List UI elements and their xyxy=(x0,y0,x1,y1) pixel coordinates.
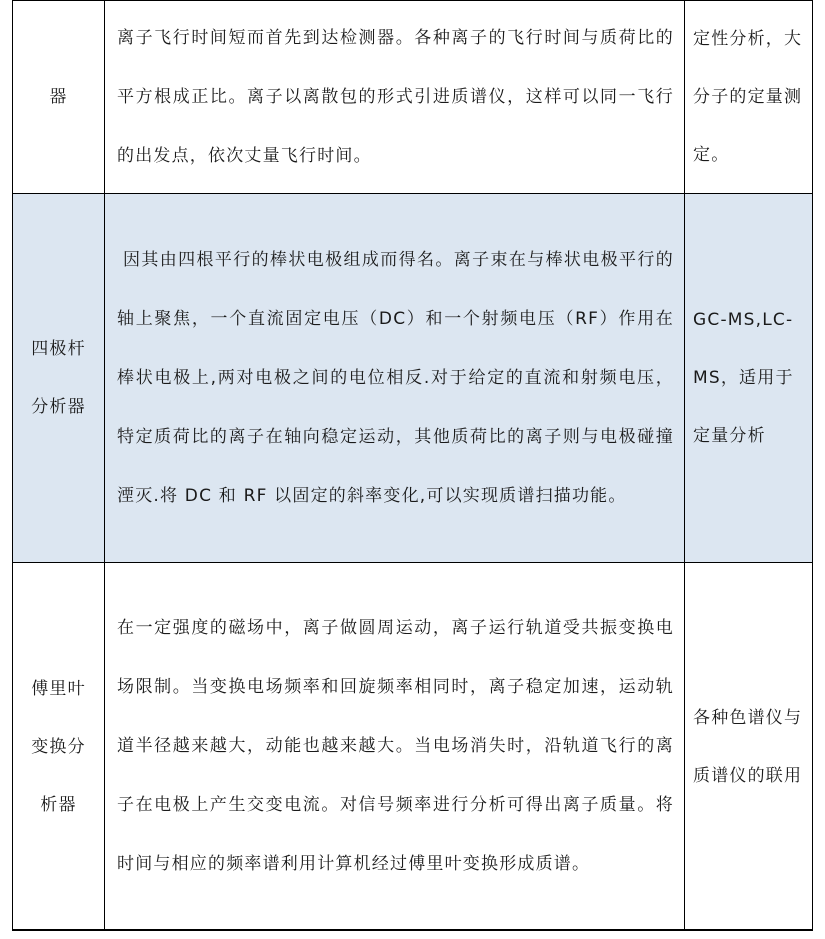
analyzer-name-cell xyxy=(13,1,105,194)
analyzer-name-line: 四极杆 xyxy=(31,339,86,359)
analyzer-description-cell: 离子飞行时间短而首先到达检测器。各种离子的飞行时间与质荷比的平方根成正比。离子以离散包的形式引进质谱仪，这样可以同一飞行的出发点，依次丈量飞行时间。 xyxy=(105,1,685,194)
analyzer-application-cell: 各种色谱仪与质谱仪的联用 xyxy=(685,563,813,931)
analyzer-application-cell: GC-MS,LC-MS，适用于定量分析 xyxy=(685,194,813,563)
analyzer-description-cell: 因其由四根平行的棒状电极组成而得名。离子束在与棒状电极平行的轴上聚焦，一个直流固定电压（DC）和一个射频电压（RF）作用在棒状电极上,两对电极之间的电位相反.对于给定的直流和射频电压，特定质荷比的离子在轴向稳定运动，其他质荷比的离子则与电极碰撞湮灭.将 DC 和 RF 以固定的斜率变化,可以实现质谱扫描功能。 xyxy=(105,194,685,563)
analyzer-description-cell: 在一定强度的磁场中，离子做圆周运动，离子运行轨道受共振变换电场限制。当变换电场频率和回旋频率相同时，离子稳定加速，运动轨道半径越来越大，动能也越来越大。当电场消失时，沿轨道飞行的离子在电极上产生交变电流。对信号频率进行分析可得出离子质量。将时间与相应的频率谱利用计算机经过傅里叶变换形成质谱。 xyxy=(105,563,685,931)
table-bottom-rule xyxy=(12,929,812,931)
analyzer-name-line: 器 xyxy=(49,87,68,107)
analyzer-application-cell: 定性分析，大分子的定量测定。 xyxy=(685,1,813,194)
analyzer-name-cell xyxy=(13,563,105,931)
analyzer-name-line: 变换分 xyxy=(31,736,86,757)
table-row xyxy=(13,563,813,931)
analyzer-name-line: 分析器 xyxy=(31,397,86,417)
analyzer-comparison-table xyxy=(12,0,813,931)
table-row xyxy=(13,1,813,194)
analyzer-name-line: 傅里叶 xyxy=(31,678,86,699)
analyzer-name-cell xyxy=(13,194,105,563)
analyzer-name-line: 析器 xyxy=(40,794,77,815)
table-row xyxy=(13,194,813,563)
